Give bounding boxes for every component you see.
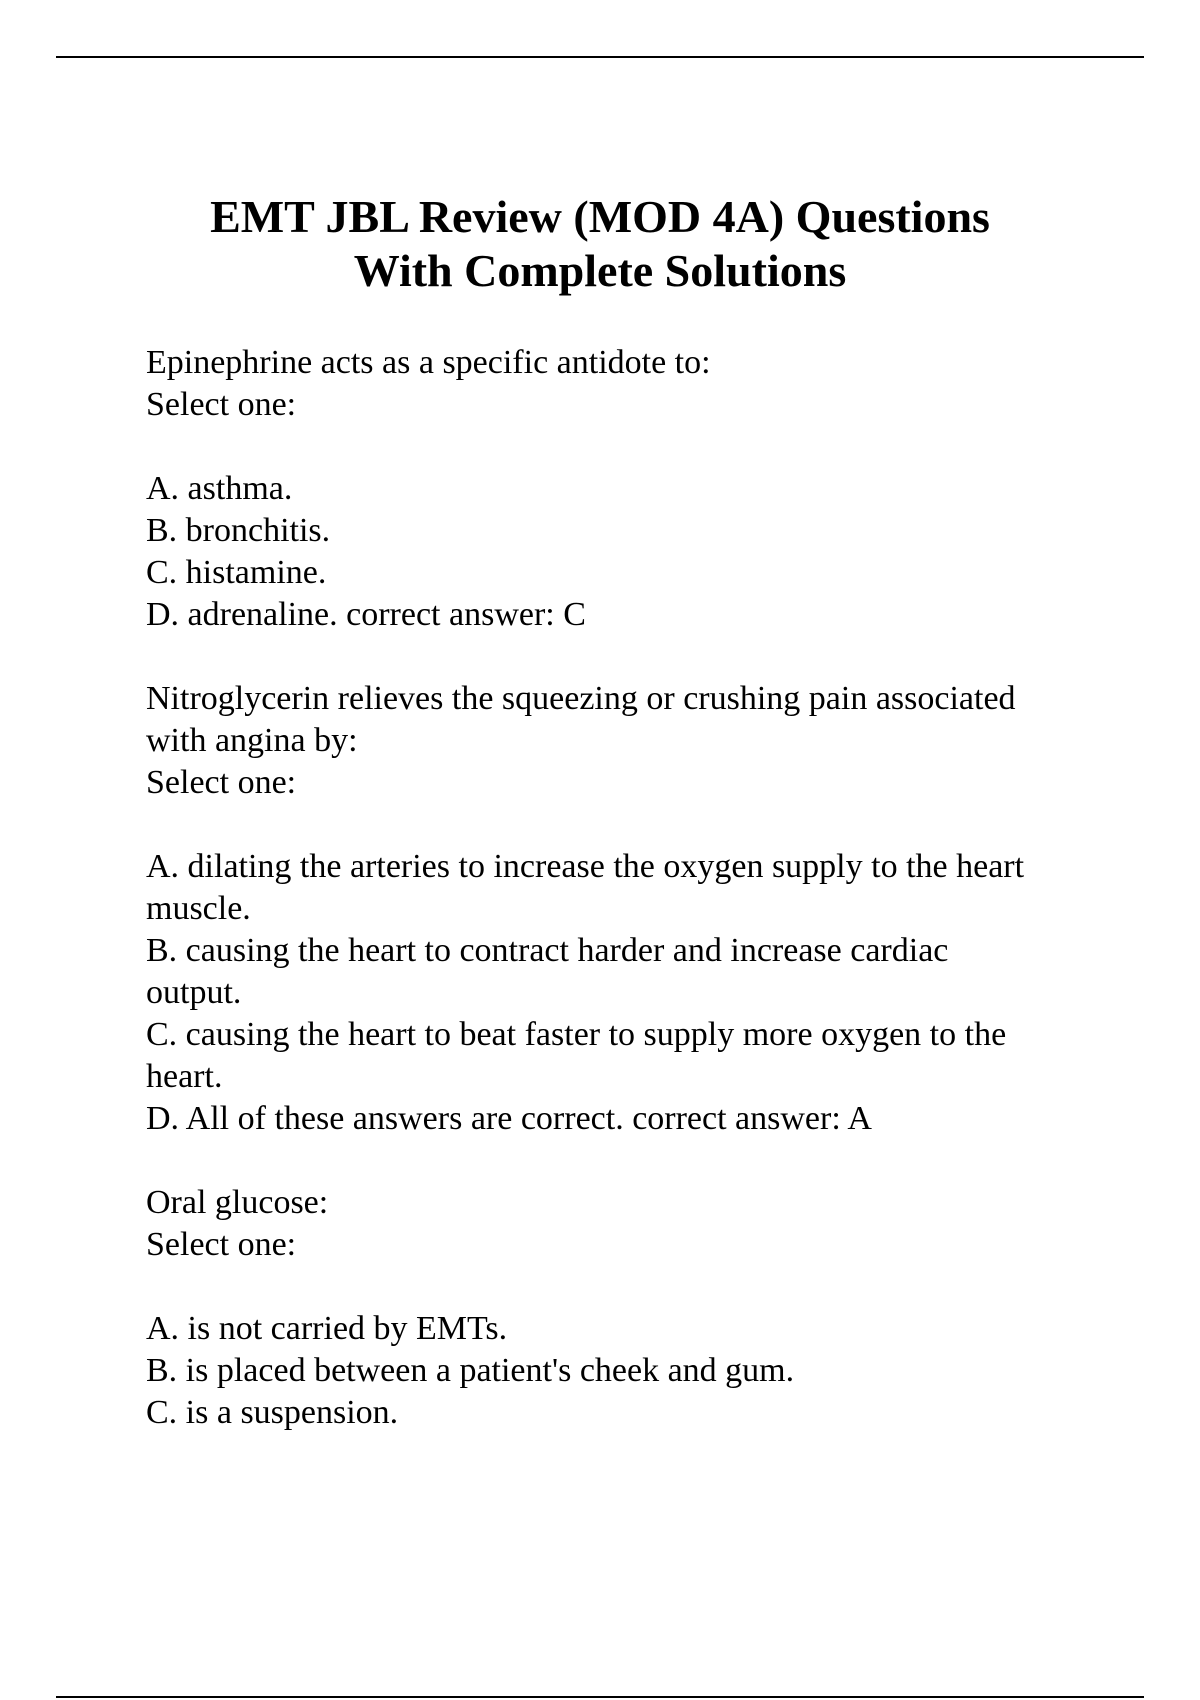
question-3 [146, 1182, 1106, 1434]
question-1-option-c: C. histamine. [146, 554, 327, 591]
question-1 [146, 342, 1106, 636]
title-line-1: EMT JBL Review (MOD 4A) Questions [210, 191, 990, 242]
question-2-options [146, 846, 1106, 1140]
question-2-option-b-cont: output. [146, 974, 242, 1011]
question-2-option-a-cont: muscle. [146, 890, 251, 927]
question-3-stem-line-1: Oral glucose: [146, 1184, 329, 1221]
question-1-option-b: B. bronchitis. [146, 512, 331, 549]
question-3-options [146, 1308, 1106, 1434]
question-2-stem-line-2: with angina by: [146, 722, 358, 759]
top-rule [56, 56, 1144, 58]
question-1-option-d-answer: D. adrenaline. correct answer: C [146, 596, 586, 633]
document-title [100, 190, 1100, 298]
question-3-option-b: B. is placed between a patient's cheek and gum. [146, 1352, 795, 1389]
question-3-option-a: A. is not carried by EMTs. [146, 1310, 508, 1347]
question-2-stem-line-3: Select one: [146, 764, 297, 801]
title-line-2: With Complete Solutions [353, 245, 847, 296]
question-2-option-c: C. causing the heart to beat faster to supply more oxygen to the [146, 1016, 1007, 1053]
question-2-stem-line-1: Nitroglycerin relieves the squeezing or crushing pain associated [146, 680, 1016, 717]
question-2-option-d-answer: D. All of these answers are correct. correct answer: A [146, 1100, 872, 1137]
question-1-stem-line-2: Select one: [146, 386, 297, 423]
question-3-stem-line-2: Select one: [146, 1226, 297, 1263]
question-1-stem-line-1: Epinephrine acts as a specific antidote to: [146, 344, 711, 381]
bottom-rule [56, 1696, 1144, 1698]
question-1-option-a: A. asthma. [146, 470, 293, 507]
question-2-option-b: B. causing the heart to contract harder and increase cardiac [146, 932, 949, 969]
question-2-option-a: A. dilating the arteries to increase the oxygen supply to the heart [146, 848, 1025, 885]
question-3-option-c: C. is a suspension. [146, 1394, 399, 1431]
question-1-options [146, 468, 1106, 636]
question-2 [146, 678, 1106, 1140]
question-2-option-c-cont: heart. [146, 1058, 223, 1095]
question-list [146, 342, 1106, 1476]
